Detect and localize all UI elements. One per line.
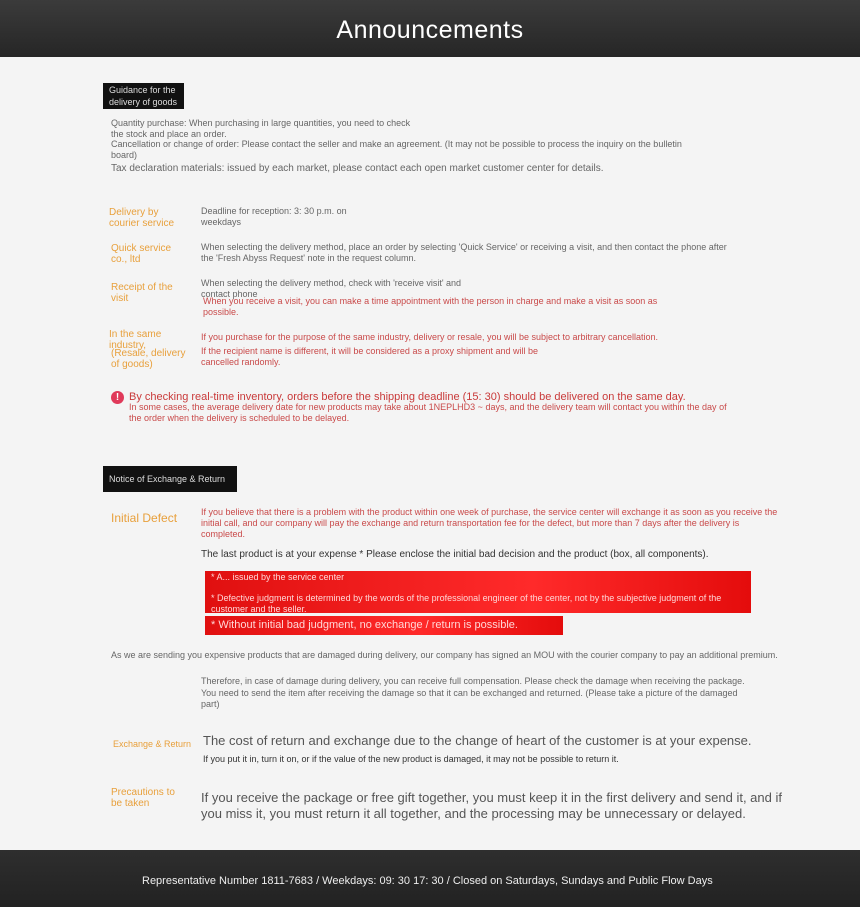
label-visit: Receipt of the visit: [111, 282, 173, 304]
section-label-guidance: Guidance for the delivery of goods: [103, 83, 184, 109]
text-photo: You need to send the item after receiving the damage so that it can be exchanged and returned. (Please take a picture of the damaged part): [201, 688, 738, 709]
text-return-cost: The cost of return and exchange due to the change of heart of the customer is at your expense.: [203, 733, 752, 748]
footer-text: Representative Number 1811-7683 / Weekdays: 09: 30 17: 30 / Closed on Saturdays, Sundays and Public Flow Days: [142, 875, 713, 887]
guidance-quantity: Quantity purchase: When purchasing in large quantities, you need to check the stock and place an order.: [111, 118, 411, 139]
label-initial-defect: Initial Defect: [111, 511, 178, 525]
guidance-cancellation: Cancellation or change of order: Please contact the seller and make an agreement. (It may not be possible to process the inquiry on the bulletin board): [111, 139, 682, 160]
text-return-note: If you put it in, turn it on, or if the value of the new product is damaged, it may not be possible to return it.: [203, 754, 619, 764]
label-industry: In the same industry,: [109, 329, 162, 351]
red-bar-judgment: * Defective judgment is determined by the words of the professional engineer of the center, not by the subjective judgment of the customer and the seller.: [205, 592, 751, 613]
text-visit: When selecting the delivery method, check with 'receive visit' and contact phone: [201, 278, 462, 299]
label-industry-sub: (Resale, delivery of goods): [111, 348, 186, 370]
text-mou: As we are sending you expensive products that are damaged during delivery, our company has signed an MOU with the courier company to pay an additional premium.: [111, 650, 778, 660]
guidance-tax: Tax declaration materials: issued by each market, please contact each open market customer center for details.: [111, 163, 604, 174]
section-label-exchange: Notice of Exchange & Return: [103, 466, 237, 492]
label-precautions: Precautions to be taken: [111, 787, 175, 809]
red-bar-no-exchange: * Without initial bad judgment, no exchange / return is possible.: [205, 616, 563, 635]
text-initial-defect: If you believe that there is a problem with the product within one week of purchase, the service center will exchange it as soon as you receive the initial call, and our company will pay the exchange and return transportation fee for the defect, but more than 7 days after the delivery is completed.: [201, 507, 778, 539]
alert-icon: !: [111, 391, 124, 404]
label-courier: Delivery by courier service: [109, 207, 175, 229]
note-visit: When you receive a visit, you can make a time appointment with the person in charge and make a visit as soon as possible.: [203, 296, 658, 317]
label-quick: Quick service co., ltd: [111, 243, 172, 265]
alert-main: By checking real-time inventory, orders before the shipping deadline (15: 30) should be delivered on the same day.: [129, 391, 686, 403]
red-bar-service-center: * A... issued by the service center: [205, 571, 751, 592]
text-industry: If you purchase for the purpose of the same industry, delivery or resale, you will be subject to arbitrary cancellation.: [201, 332, 659, 342]
text-courier: Deadline for reception: 3: 30 p.m. on weekdays: [201, 206, 347, 227]
note-industry: If the recipient name is different, it will be considered as a proxy shipment and will be cancelled randomly.: [201, 346, 539, 367]
text-precautions: If you receive the package or free gift together, you must keep it in the first delivery and send it, and if you miss it, you must return it all together, and the processing may be unnecessary or delayed.: [201, 790, 782, 821]
text-expense: The last product is at your expense * Please enclose the initial bad decision and the product (box, all components).: [201, 549, 709, 560]
text-damage: Therefore, in case of damage during delivery, you can receive full compensation. Please check the damage when receiving the package.: [201, 676, 745, 686]
text-quick: When selecting the delivery method, place an order by selecting 'Quick Service' or receiving a visit, and then contact the phone after the 'Fresh Abyss Request' note in the request column.: [201, 242, 727, 263]
page-header: [0, 0, 860, 57]
alert-sub: In some cases, the average delivery date for new products may take about 1NEPLHD3 ~ days, and the delivery team will contact you within the day of the order when the delivery is scheduled to be delayed.: [129, 402, 727, 423]
label-exchange-return: Exchange & Return: [113, 739, 192, 749]
page-footer: [0, 850, 860, 907]
page-title: Announcements: [336, 16, 524, 44]
